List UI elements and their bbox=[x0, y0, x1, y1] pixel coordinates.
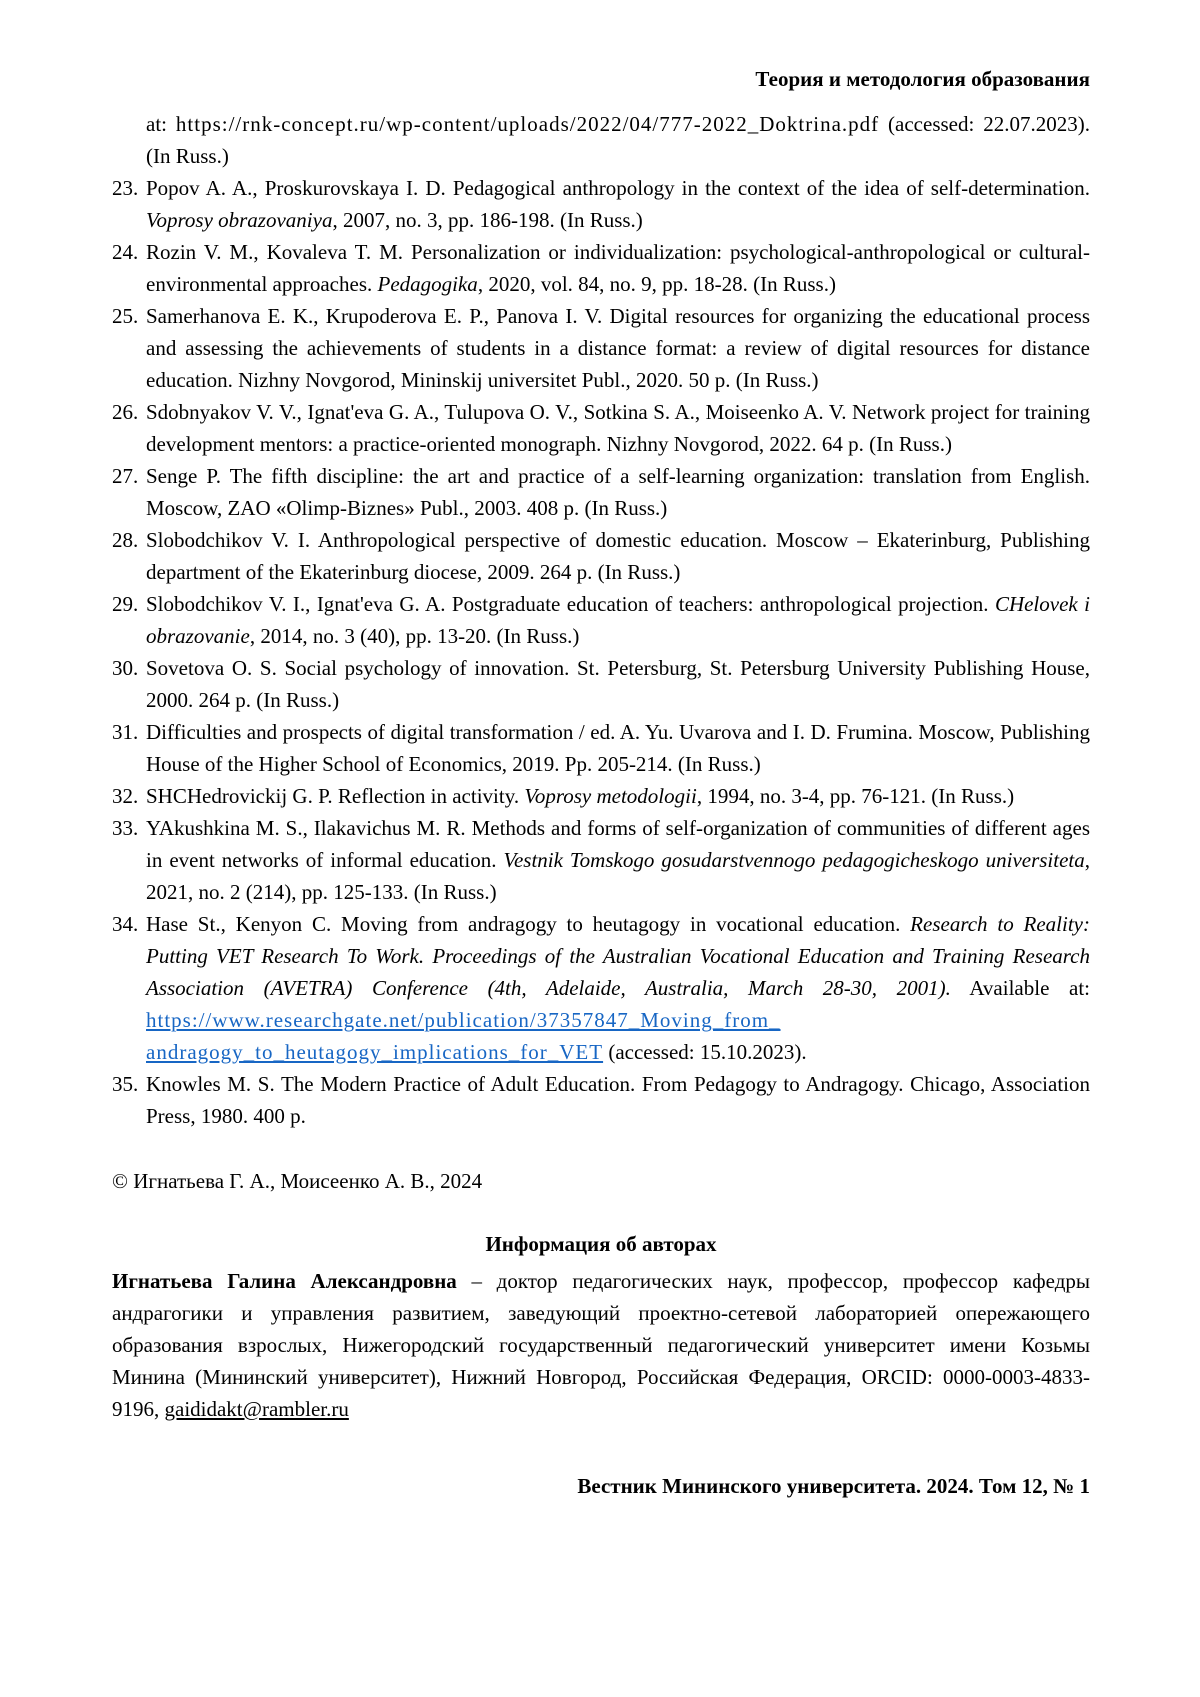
reference-item bbox=[112, 812, 1090, 908]
text-segment: Pedagogika bbox=[377, 272, 478, 296]
reference-continuation bbox=[146, 108, 1090, 172]
reference-number: 23. bbox=[112, 176, 139, 200]
text-segment: Hase St., Kenyon C. Moving from andragogy to heutagogy in vocational education. bbox=[146, 912, 911, 936]
author-name: Игнатьева Галина Александровна bbox=[112, 1269, 457, 1293]
reference-item bbox=[112, 1068, 1090, 1132]
reference-item bbox=[112, 396, 1090, 460]
reference-text bbox=[146, 784, 1014, 808]
reference-item bbox=[112, 460, 1090, 524]
reference-item bbox=[112, 588, 1090, 652]
reference-number: 27. bbox=[112, 464, 139, 488]
reference-text bbox=[146, 1072, 1090, 1128]
reference-item bbox=[112, 652, 1090, 716]
text-segment: CHelovek i obrazovanie bbox=[146, 592, 1091, 648]
text-segment: at: bbox=[146, 112, 176, 136]
text-segment: (accessed: 22.07.2023). (In Russ.) bbox=[146, 112, 1090, 168]
text-segment: Slobodchikov V. I. Anthropological perspective of domestic education. Moscow – Ekaterinburg, Publishing department of the Ekaterinburg diocese, 2009. 264 p. (In Russ.) bbox=[146, 528, 1090, 584]
reference-item bbox=[112, 908, 1090, 1068]
reference-item bbox=[112, 172, 1090, 236]
reference-number: 32. bbox=[112, 784, 139, 808]
reference-number: 25. bbox=[112, 304, 139, 328]
reference-item bbox=[112, 524, 1090, 588]
text-segment: , 2014, no. 3 (40), pp. 13-20. (In Russ.) bbox=[249, 624, 580, 648]
text-segment: YAkushkina M. S., Ilakavichus M. R. Methods and forms of self-organization of communities of different ages in event networks of informal education. bbox=[146, 816, 1090, 872]
text-segment: Samerhanova E. K., Krupoderova E. P., Panova I. V. Digital resources for organizing the educational process and assessing the achievements of students in a distance format: a review of digital resources for distance education. Nizhny Novgorod, Mininskij universitet Publ., 2020. 50 p. (In Russ.) bbox=[146, 304, 1090, 392]
text-segment: Senge P. The fifth discipline: the art and practice of a self-learning organization: translation from English. Moscow, ZAO «Olimp-Biznes» Publ., 2003. 408 p. (In Russ.) bbox=[146, 464, 1090, 520]
reference-number: 31. bbox=[112, 720, 139, 744]
reference-text bbox=[146, 816, 1090, 904]
references-section bbox=[112, 108, 1090, 1132]
authors-info-heading: Информация об авторах bbox=[485, 1232, 717, 1256]
text-segment: Sdobnyakov V. V., Ignat'eva G. A., Tulupova O. V., Sotkina S. A., Moiseenko A. V. Network project for training development mentors: a practice-oriented monograph. Nizhny Novgorod, 2022. 64 p. (In Russ.) bbox=[146, 400, 1090, 456]
document-body bbox=[112, 63, 1090, 1502]
running-header: Теория и методология образования bbox=[755, 67, 1090, 91]
text-segment: Knowles M. S. The Modern Practice of Adult Education. From Pedagogy to Andragogy. Chicago, Association Press, 1980. 400 p. bbox=[146, 1072, 1090, 1128]
reference-text bbox=[146, 464, 1090, 520]
references-list bbox=[112, 172, 1090, 1132]
journal-footer: Вестник Мининского университета. 2024. Том 12, № 1 bbox=[577, 1474, 1090, 1498]
text-segment: (accessed: 15.10.2023). bbox=[603, 1040, 807, 1064]
reference-number: 30. bbox=[112, 656, 139, 680]
text-segment: , 2021, no. 2 (214), pp. 125-133. (In Russ.) bbox=[146, 848, 1090, 904]
reference-number: 29. bbox=[112, 592, 139, 616]
reference-number: 35. bbox=[112, 1072, 139, 1096]
reference-item bbox=[112, 780, 1090, 812]
text-segment: Available at: bbox=[950, 976, 1090, 1000]
reference-number: 34. bbox=[112, 912, 139, 936]
text-segment: Sovetova O. S. Social psychology of innovation. St. Petersburg, St. Petersburg University Publishing House, 2000. 264 p. (In Russ.) bbox=[146, 656, 1090, 712]
text-segment: SHCHedrovickij G. P. Reflection in activity. bbox=[146, 784, 525, 808]
text-segment: Popov A. A., Proskurovskaya I. D. Pedagogical anthropology in the context of the idea of self-determination. bbox=[146, 176, 1090, 200]
reference-number: 26. bbox=[112, 400, 139, 424]
copyright-line: © Игнатьева Г. А., Моисеенко А. В., 2024 bbox=[112, 1169, 483, 1193]
author-info-paragraph bbox=[112, 1265, 1090, 1425]
text-segment: Rozin V. M., Kovaleva T. M. Personalization or individualization: psychological-anthropological or cultural-environmental approaches. bbox=[146, 240, 1090, 296]
reference-item bbox=[112, 236, 1090, 300]
reference-text bbox=[146, 240, 1090, 296]
reference-number: 24. bbox=[112, 240, 139, 264]
reference-text bbox=[146, 656, 1090, 712]
reference-number: 28. bbox=[112, 528, 139, 552]
text-segment: , 1994, no. 3-4, pp. 76-121. (In Russ.) bbox=[696, 784, 1015, 808]
reference-text bbox=[146, 912, 1090, 1064]
reference-item bbox=[112, 716, 1090, 780]
text-segment: – доктор педагогических наук, профессор, профессор кафедры андрагогики и управления развитием, заведующий проектно-сетевой лабораторией опережающего образования взрослых, Нижегородский государственный педагогический университет имени Козьмы Минина (Мининский университет), Нижний Новгород, Российская Федерация, ORCID: 0000-0003-4833-9196, bbox=[112, 1269, 1090, 1421]
reference-text bbox=[146, 592, 1090, 648]
text-segment: Slobodchikov V. I., Ignat'eva G. A. Postgraduate education of teachers: anthropological projection. bbox=[146, 592, 995, 616]
text-segment: , 2020, vol. 84, no. 9, pp. 18-28. (In Russ.) bbox=[477, 272, 836, 296]
doktrina-url-text: https://rnk-concept.ru/wp-content/uploads/2022/04/777-2022_Doktrina.pdf bbox=[175, 112, 880, 136]
reference-text bbox=[146, 720, 1090, 776]
text-segment: Voprosy metodologii bbox=[524, 784, 697, 808]
reference-item bbox=[112, 300, 1090, 396]
reference-text bbox=[146, 400, 1090, 456]
text-segment: Voprosy obrazovaniya bbox=[146, 208, 333, 232]
reference-text bbox=[146, 528, 1090, 584]
text-segment: Difficulties and prospects of digital transformation / ed. A. Yu. Uvarova and I. D. Frumina. Moscow, Publishing House of the Higher School of Economics, 2019. Pp. 205-214. (In Russ.) bbox=[146, 720, 1090, 776]
text-segment: Research to Reality: Putting VET Research To Work. Proceedings of the Australian Vocational Education and Training Research Association (AVETRA) Conference (4th, Adelaide, Australia, March 28-30, 2001). bbox=[146, 912, 1090, 1000]
reference-number: 33. bbox=[112, 816, 139, 840]
text-segment: Vestnik Tomskogo gosudarstvennogo pedagogicheskogo universiteta bbox=[503, 848, 1085, 872]
reference-text bbox=[146, 304, 1090, 392]
reference-text bbox=[146, 176, 1090, 232]
author-email-link[interactable]: gaididakt@rambler.ru bbox=[164, 1397, 349, 1421]
text-segment: , 2007, no. 3, pp. 186-198. (In Russ.) bbox=[332, 208, 643, 232]
researchgate-link[interactable]: https://www.researchgate.net/publication/37357847_Moving_from_​andragogy_to_heutagogy_implications_for_VET bbox=[146, 1008, 781, 1064]
